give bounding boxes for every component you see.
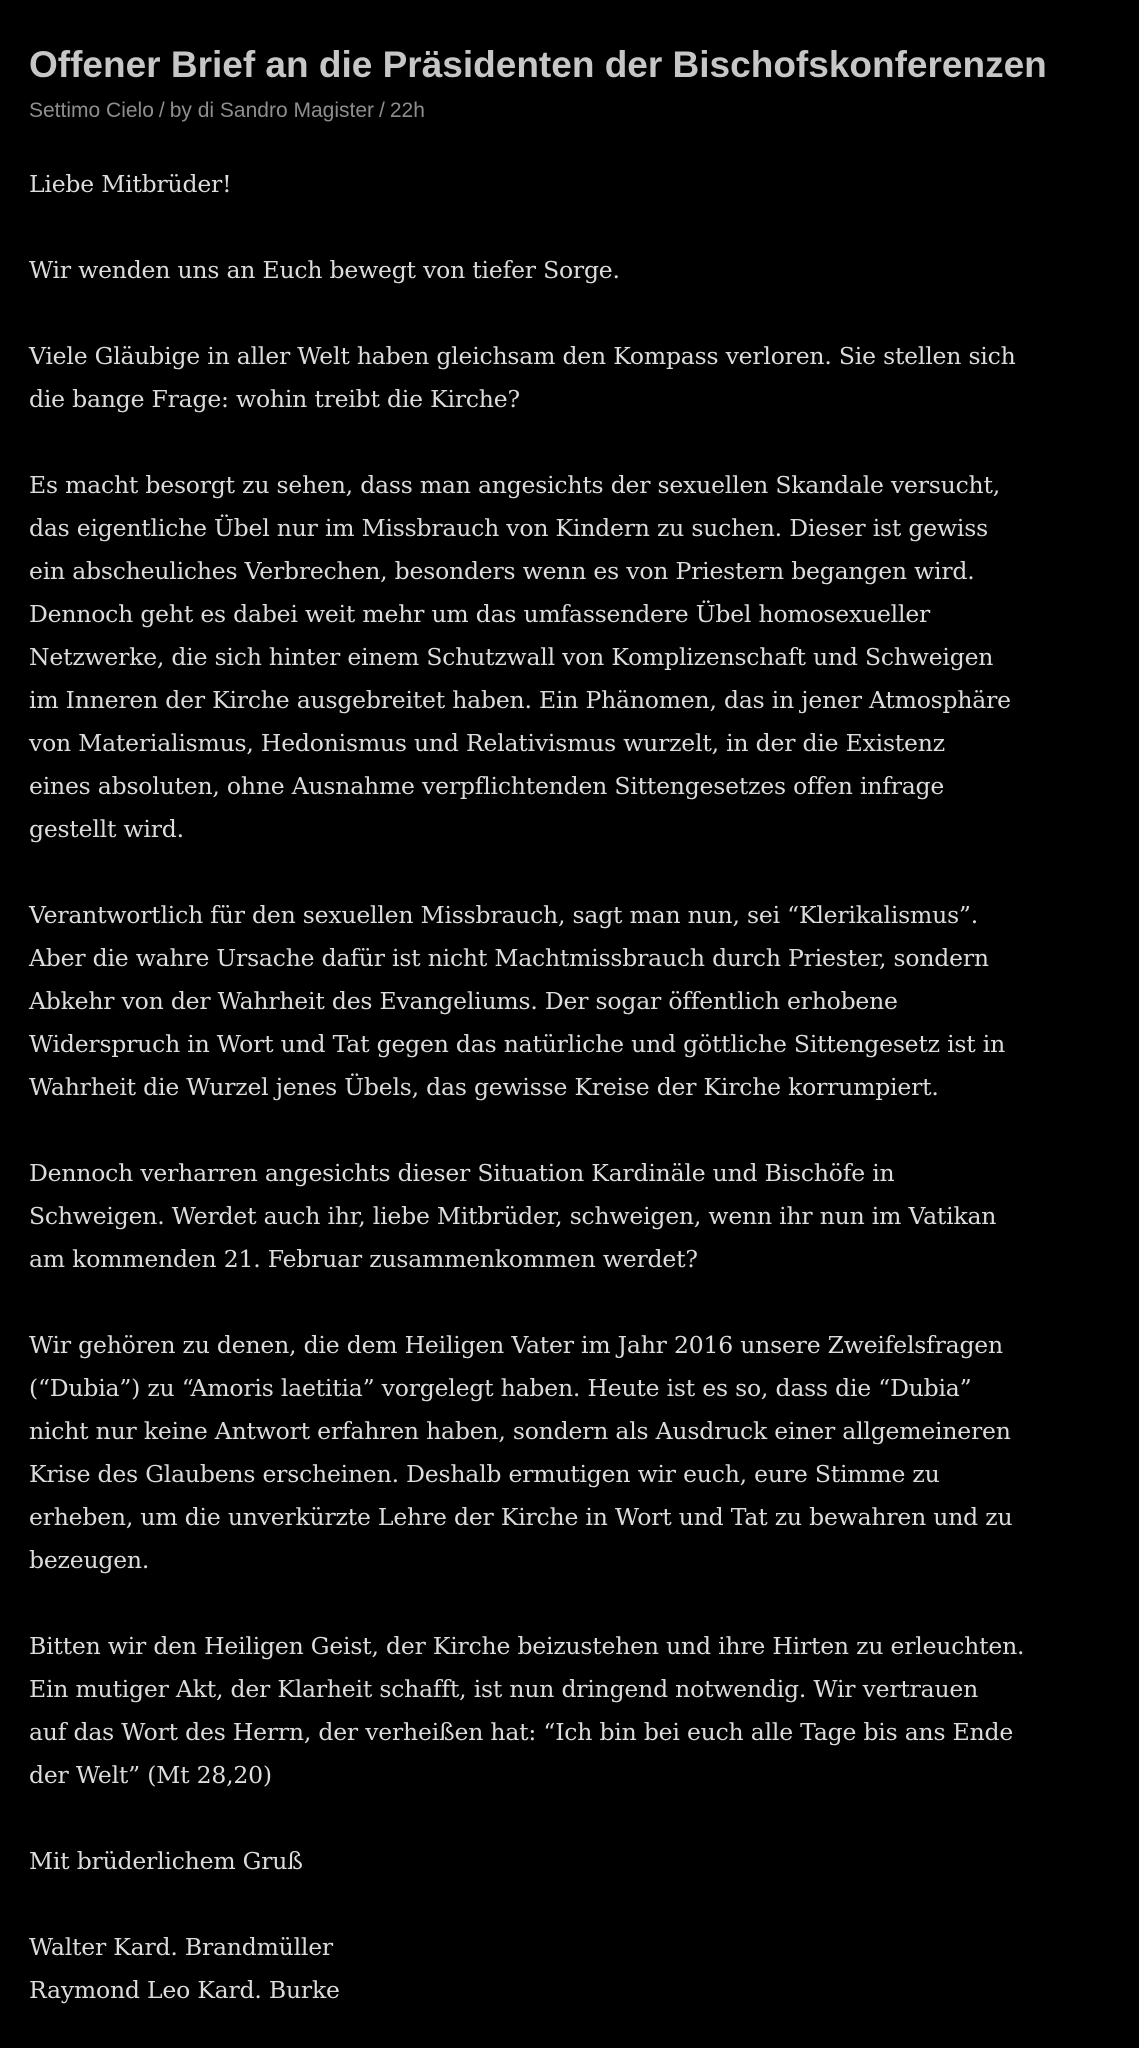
text-line: Ein mutiger Akt, der Klarheit schafft, ist nun dringend notwendig. Wir vertrauen bbox=[29, 1675, 979, 1703]
article-age: 22h bbox=[389, 99, 425, 122]
text-line: am kommenden 21. Februar zusammenkommen werdet? bbox=[29, 1245, 698, 1273]
meta-separator: / bbox=[158, 99, 165, 122]
text-line: Verantwortlich für den sexuellen Missbrauch, sagt man nun, sei “Klerikalismus”. bbox=[29, 901, 979, 929]
paragraph-prayer bbox=[29, 1625, 1110, 1797]
text-line: Mit brüderlichem Gruß bbox=[29, 1847, 303, 1875]
text-line: Wir gehören zu denen, die dem Heiligen Vater im Jahr 2016 unsere Zweifelsfragen bbox=[29, 1331, 1003, 1359]
text-line: Bitten wir den Heiligen Geist, der Kirche beizustehen und ihre Hirten zu erleuchten. bbox=[29, 1632, 1025, 1660]
article-body bbox=[29, 163, 1110, 2012]
text-line: ein abscheuliches Verbrechen, besonders wenn es von Priestern begangen wird. bbox=[29, 557, 975, 585]
text-line: auf das Wort des Herrn, der verheißen hat: “Ich bin bei euch alle Tage bis ans Ende bbox=[29, 1718, 1014, 1746]
meta-separator: / bbox=[379, 99, 385, 122]
text-line: erheben, um die unverkürzte Lehre der Kirche in Wort und Tat zu bewahren und zu bbox=[29, 1503, 1013, 1531]
text-line: Liebe Mitbrüder! bbox=[29, 170, 232, 198]
text-line: das eigentliche Übel nur im Missbrauch von Kindern zu suchen. Dieser ist gewiss bbox=[29, 514, 988, 542]
text-line: gestellt wird. bbox=[29, 815, 184, 843]
text-line: Es macht besorgt zu sehen, dass man angesichts der sexuellen Skandale versucht, bbox=[29, 471, 1001, 499]
text-line: im Inneren der Kirche ausgebreitet haben. Ein Phänomen, das in jener Atmosphäre bbox=[29, 686, 1011, 714]
text-line: Wir wenden uns an Euch bewegt von tiefer Sorge. bbox=[29, 256, 620, 284]
paragraph-concern bbox=[29, 249, 1110, 292]
paragraph-clericalism bbox=[29, 894, 1110, 1109]
paragraph-greeting bbox=[29, 163, 1110, 206]
text-line: Netzwerke, die sich hinter einem Schutzwall von Komplizenschaft und Schweigen bbox=[29, 643, 994, 671]
text-line: Viele Gläubige in aller Welt haben gleichsam den Kompass verloren. Sie stellen sich bbox=[29, 342, 1016, 370]
paragraph-silence bbox=[29, 1152, 1110, 1281]
text-line: (“Dubia”) zu “Amoris laetitia” vorgelegt haben. Heute ist es so, dass die “Dubia” bbox=[29, 1374, 972, 1402]
text-line: Krise des Glaubens erscheinen. Deshalb ermutigen wir euch, eure Stimme zu bbox=[29, 1460, 940, 1488]
text-line: von Materialismus, Hedonismus und Relativismus wurzelt, in der die Existenz bbox=[29, 729, 945, 757]
paragraph-scandals bbox=[29, 464, 1110, 851]
text-line: Dennoch verharren angesichts dieser Situation Kardinäle und Bischöfe in bbox=[29, 1159, 895, 1187]
article-author[interactable]: by di Sandro Magister bbox=[169, 99, 375, 122]
text-line: die bange Frage: wohin treibt die Kirche? bbox=[29, 385, 520, 413]
text-line: bezeugen. bbox=[29, 1546, 150, 1574]
article-meta bbox=[29, 95, 1110, 127]
signature-brandmueller: Walter Kard. Brandmüller bbox=[29, 1933, 333, 1961]
paragraph-closing bbox=[29, 1840, 1110, 1883]
text-line: der Welt” (Mt 28,20) bbox=[29, 1761, 272, 1789]
paragraph-dubia bbox=[29, 1324, 1110, 1582]
article-title: Offener Brief an die Präsidenten der Bischofskonferenzen bbox=[29, 44, 1047, 85]
text-line: eines absoluten, ohne Ausnahme verpflichtenden Sittengesetzes offen infrage bbox=[29, 772, 945, 800]
text-line: Schweigen. Werdet auch ihr, liebe Mitbrüder, schweigen, wenn ihr nun im Vatikan bbox=[29, 1202, 997, 1230]
signature-burke: Raymond Leo Kard. Burke bbox=[29, 1976, 340, 2004]
text-line: Aber die wahre Ursache dafür ist nicht Machtmissbrauch durch Priester, sondern bbox=[29, 944, 989, 972]
text-line: nicht nur keine Antwort erfahren haben, sondern als Ausdruck einer allgemeineren bbox=[29, 1417, 1011, 1445]
text-line: Dennoch geht es dabei weit mehr um das umfassendere Übel homosexueller bbox=[29, 600, 931, 628]
text-line: Wahrheit die Wurzel jenes Übels, das gewisse Kreise der Kirche korrumpiert. bbox=[29, 1073, 939, 1101]
signature-block bbox=[29, 1926, 1110, 2012]
article-source[interactable]: Settimo Cielo bbox=[29, 99, 154, 122]
text-line: Widerspruch in Wort und Tat gegen das natürliche und göttliche Sittengesetz ist in bbox=[29, 1030, 1006, 1058]
text-line: Abkehr von der Wahrheit des Evangeliums. Der sogar öffentlich erhobene bbox=[29, 987, 898, 1015]
paragraph-compass bbox=[29, 335, 1110, 421]
